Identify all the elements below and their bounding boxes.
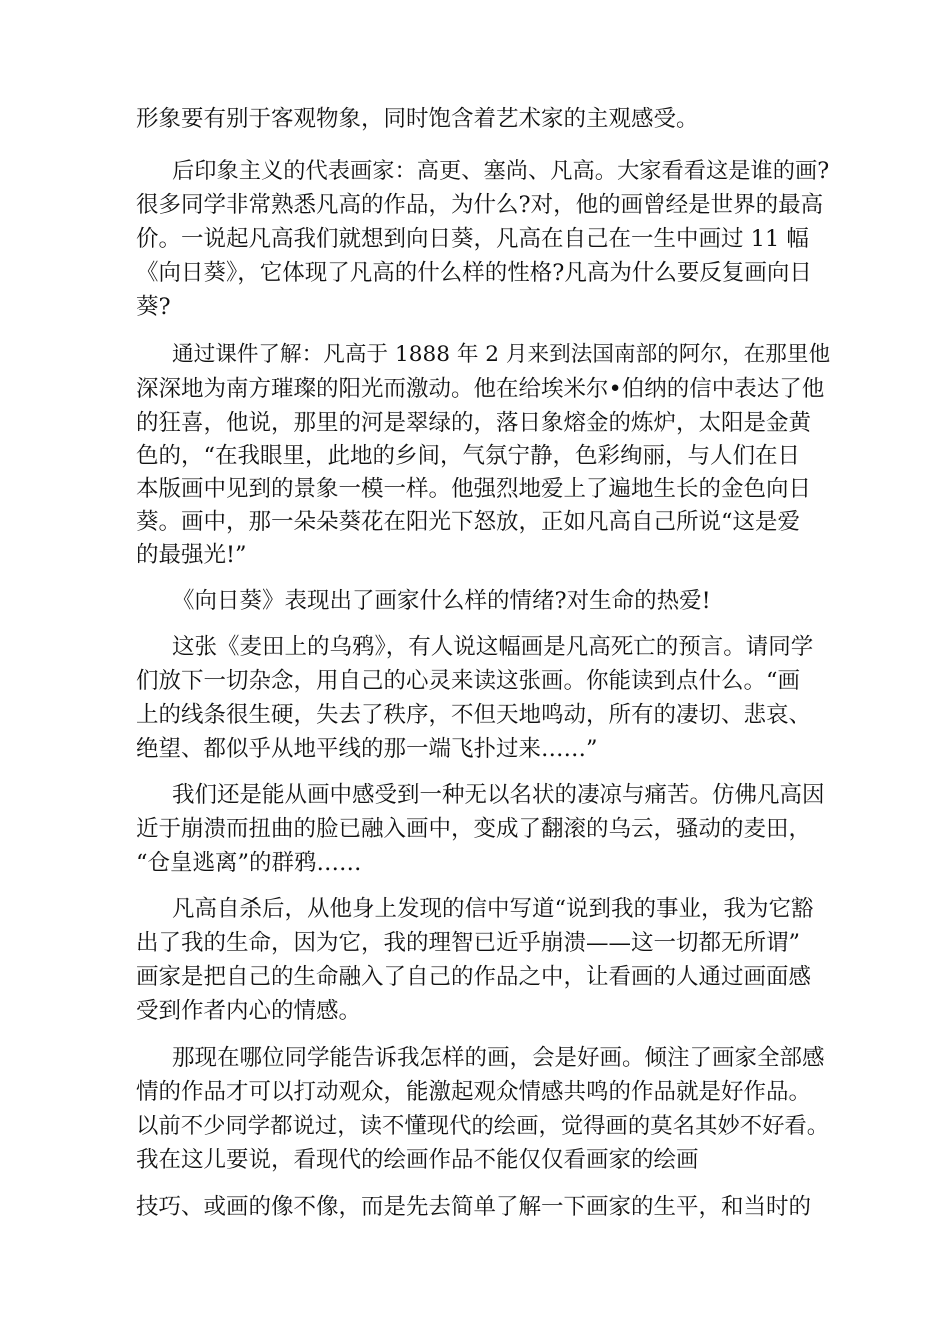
text-line: 很多同学非常熟悉凡高的作品，为什么?对，他的画曾经是世界的最高 <box>136 192 824 218</box>
text-line: 价。一说起凡高我们就想到向日葵，凡高在自己在一生中画过 11 幅 <box>136 226 809 252</box>
text-line: 葵? <box>136 294 171 320</box>
text-line: 我在这儿要说，看现代的绘画作品不能仅仅看画家的绘画 <box>136 1147 699 1173</box>
text-line: 情的作品才可以打动观众，能激起观众情感共鸣的作品就是好作品。 <box>136 1079 812 1105</box>
text-line: 后印象主义的代表画家：高更、塞尚、凡高。大家看看这是谁的画? <box>172 158 830 184</box>
text-line: 画家是把自己的生命融入了自己的作品之中，让看画的人通过画面感 <box>136 964 812 990</box>
text-line: 这张《麦田上的乌鸦》，有人说这幅画是凡高死亡的预言。请同学 <box>172 634 814 660</box>
text-line: 近于崩溃而扭曲的脸已融入画中，变成了翻滚的乌云，骚动的麦田， <box>136 816 812 842</box>
text-line: 以前不少同学都说过，读不懂现代的绘画，觉得画的莫名其妙不好看。 <box>136 1113 830 1139</box>
text-line: 色的，“在我眼里，此地的乡间，气氛宁静，色彩绚丽，与人们在日 <box>136 443 801 469</box>
text-line: 上的线条很生硬，失去了秩序，不但天地鸣动，所有的凄切、悲哀、 <box>136 702 812 728</box>
text-line: 技巧、或画的像不像，而是先去简单了解一下画家的生平，和当时的 <box>136 1194 812 1220</box>
text-line: 形象要有别于客观物象，同时饱含着艺术家的主观感受。 <box>136 106 699 132</box>
text-line: 们放下一切杂念，用自己的心灵来读这张画。你能读到点什么。“画 <box>136 668 801 694</box>
text-line: 受到作者内心的情感。 <box>136 998 362 1024</box>
text-line: 本版画中见到的景象一模一样。他强烈地爱上了遍地生长的金色向日 <box>136 476 812 502</box>
text-line: 的最强光!” <box>136 542 247 568</box>
text-line: 《向日葵》表现出了画家什么样的情绪?对生命的热爱! <box>172 588 711 614</box>
text-line: 《向日葵》，它体现了凡高的什么样的性格?凡高为什么要反复画向日 <box>136 260 812 286</box>
text-line: 绝望、都似乎从地平线的那一端飞扑过来……” <box>136 736 598 762</box>
text-line: 我们还是能从画中感受到一种无以名状的凄凉与痛苦。仿佛凡高因 <box>172 782 825 808</box>
text-line: 深深地为南方璀璨的阳光而激动。他在给埃米尔•伯纳的信中表达了他 <box>136 376 825 402</box>
text-line: 的狂喜，他说，那里的河是翠绿的，落日象熔金的炼炉，太阳是金黄 <box>136 410 812 436</box>
text-line: 那现在哪位同学能告诉我怎样的画，会是好画。倾注了画家全部感 <box>172 1045 825 1071</box>
text-line: 出了我的生命，因为它，我的理智已近乎崩溃——这一切都无所谓” <box>136 930 801 956</box>
text-line: 葵。画中，那一朵朵葵花在阳光下怒放，正如凡高自己所说“这是爱 <box>136 509 801 535</box>
text-line: “仓皇逃离”的群鸦…… <box>136 850 362 876</box>
text-line: 凡高自杀后，从他身上发现的信中写道“说到我的事业，我为它豁 <box>172 896 814 922</box>
text-line: 通过课件了解：凡高于 1888 年 2 月来到法国南部的阿尔，在那里他 <box>172 342 831 367</box>
